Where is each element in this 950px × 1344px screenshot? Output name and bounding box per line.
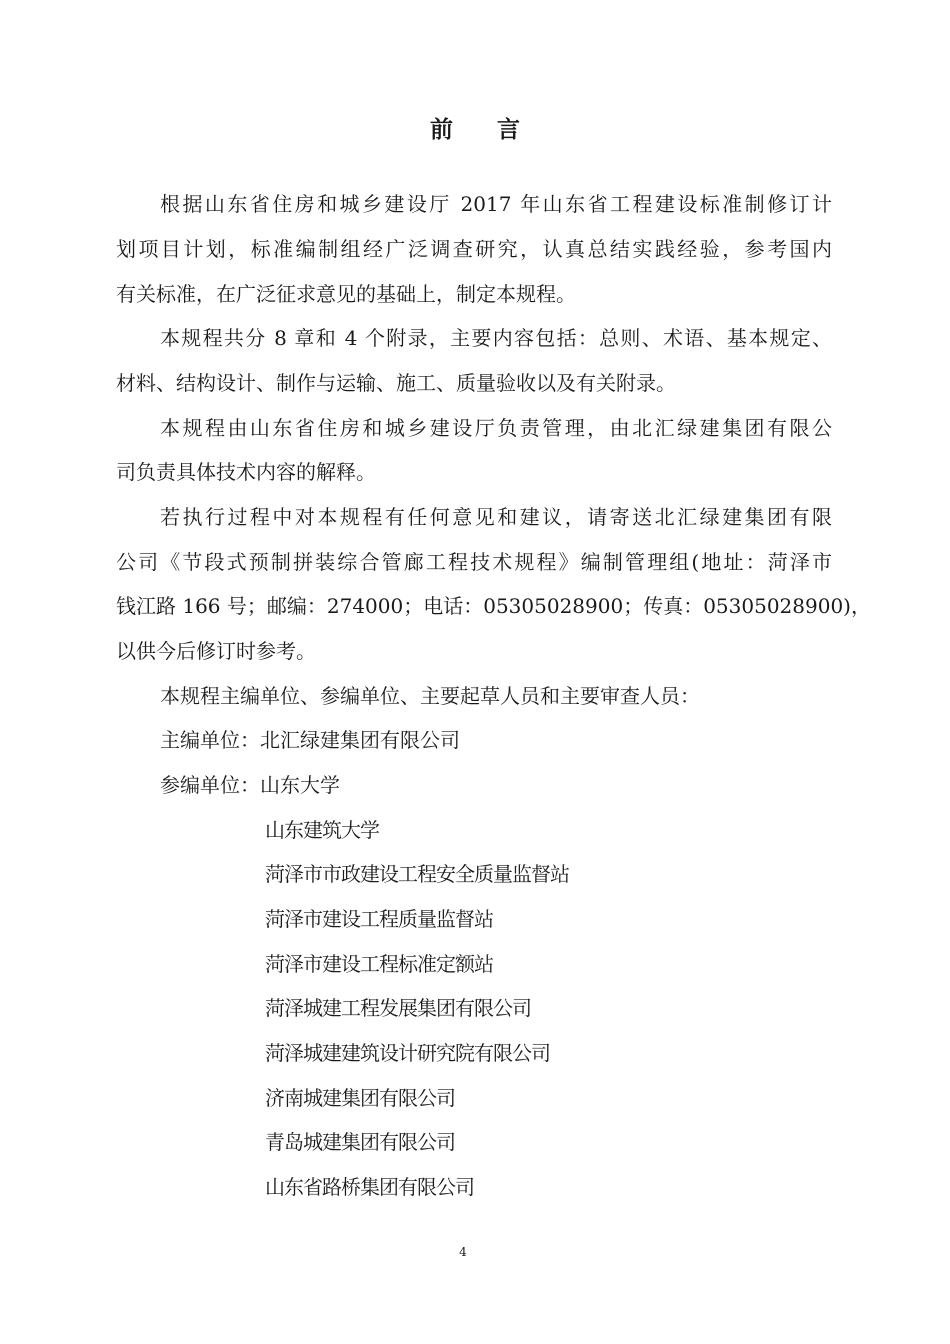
participant-item: 山东建筑大学 xyxy=(265,818,379,842)
chief-editor-label: 主编单位： xyxy=(160,728,260,752)
paragraph-4-line-2: 公司《节段式预制拼装综合管廊工程技术规程》编制管理组(地址：菏泽市 xyxy=(116,550,832,574)
page-title xyxy=(0,112,950,148)
title-char-2: 言 xyxy=(497,116,520,143)
paragraph-2-line-1: 本规程共分 8 章和 4 个附录，主要内容包括：总则、术语、基本规定、 xyxy=(160,326,832,350)
chief-editor-value: 北汇绿建集团有限公司 xyxy=(260,728,460,752)
paragraph-2-line-2: 材料、结构设计、制作与运输、施工、质量验收以及有关附录。 xyxy=(116,371,676,395)
participant-item: 菏泽市市政建设工程安全质量监督站 xyxy=(265,862,569,886)
paragraph-4-line-4: 以供今后修订时参考。 xyxy=(116,639,316,663)
paragraph-4-line-3: 钱江路 166 号；邮编：274000；电话：05305028900；传真：05305028900)， xyxy=(116,594,871,618)
participant-item: 菏泽城建建筑设计研究院有限公司 xyxy=(265,1041,550,1065)
paragraph-5-line-1: 本规程主编单位、参编单位、主要起草人员和主要审查人员： xyxy=(160,684,700,708)
participant-first: 山东大学 xyxy=(260,773,340,797)
paragraph-4-line-1: 若执行过程中对本规程有任何意见和建议，请寄送北汇绿建集团有限 xyxy=(160,505,832,529)
paragraph-1-line-2: 划项目计划，标准编制组经广泛调查研究，认真总结实践经验，参考国内 xyxy=(116,237,832,261)
participant-item: 山东省路桥集团有限公司 xyxy=(265,1175,474,1199)
chief-editor-row xyxy=(160,725,460,755)
paragraph-1-line-3: 有关标准，在广泛征求意见的基础上，制定本规程。 xyxy=(116,282,576,306)
participant-item: 青岛城建集团有限公司 xyxy=(265,1130,455,1154)
participant-item: 菏泽市建设工程质量监督站 xyxy=(265,907,493,931)
paragraph-1-line-1: 根据山东省住房和城乡建设厅 2017 年山东省工程建设标准制修订计 xyxy=(160,192,832,216)
participant-item: 菏泽市建设工程标准定额站 xyxy=(265,952,493,976)
title-char-1: 前 xyxy=(430,116,453,143)
page-number: 4 xyxy=(459,1245,467,1259)
participant-item: 菏泽城建工程发展集团有限公司 xyxy=(265,996,531,1020)
participants-label: 参编单位： xyxy=(160,773,260,797)
paragraph-3-line-1: 本规程由山东省住房和城乡建设厅负责管理，由北汇绿建集团有限公 xyxy=(160,416,832,440)
paragraph-3-line-2: 司负责具体技术内容的解释。 xyxy=(116,460,376,484)
participants-row xyxy=(160,770,340,800)
participant-item: 济南城建集团有限公司 xyxy=(265,1086,455,1110)
